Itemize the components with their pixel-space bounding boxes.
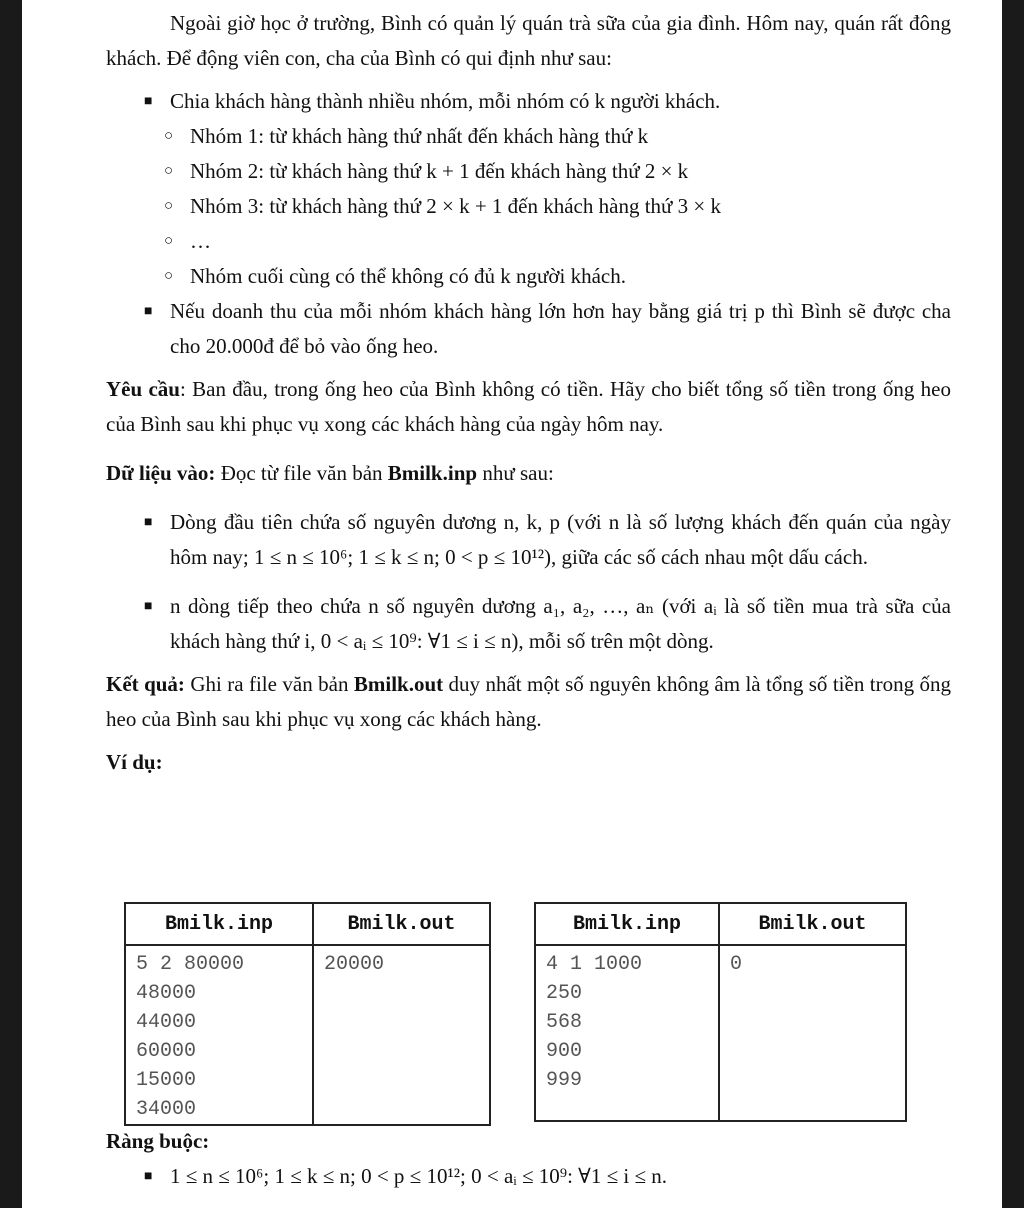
table1-input-line: 15000	[136, 1069, 197, 1092]
input-bullet-first-line: ■ Dòng đầu tiên chứa số nguyên dương n, k, p (với n là số lượng khách đến quán của ngày hôm nay; 1 ≤ n ≤ 10⁶; 1 ≤ k ≤ n; 0 < p ≤ 10¹²), giữa các số cách nhau một dấu cách.	[106, 505, 951, 575]
constraints-bullet: ■ 1 ≤ n ≤ 10⁶; 1 ≤ k ≤ n; 0 < p ≤ 10¹²; 0 < aᵢ ≤ 10⁹: ∀1 ≤ i ≤ n.	[106, 1159, 951, 1194]
table1-input-cell	[125, 945, 313, 1125]
problem-statement	[106, 6, 951, 780]
circle-bullet-icon: ○	[164, 233, 174, 249]
circle-bullet-icon: ○	[164, 198, 174, 214]
table2-output-cell	[719, 945, 906, 1121]
table1-input-line: 48000	[136, 982, 197, 1005]
table1-input-line: 44000	[136, 1011, 197, 1034]
input-bullet-values: ■ n dòng tiếp theo chứa n số nguyên dương a₁, a₂, …, aₙ (với aᵢ là số tiền mua trà sữa của khách hàng thứ i, 0 < aᵢ ≤ 10⁹: ∀1 ≤ i ≤ n), mỗi số trên một dòng.	[106, 589, 951, 659]
rule-group-last: ○ Nhóm cuối cùng có thể không có đủ k người khách.	[106, 259, 951, 294]
table1-output-cell	[313, 945, 490, 1125]
table1-input-line: 5 2 80000	[136, 953, 245, 976]
example-heading: Ví dụ:	[106, 750, 163, 774]
circle-bullet-icon: ○	[164, 128, 174, 144]
table1-input-line: 34000	[136, 1098, 197, 1121]
rule-group-3: ○ Nhóm 3: từ khách hàng thứ 2 × k + 1 đến khách hàng thứ 3 × k	[106, 189, 951, 224]
requirement-paragraph: Yêu cầu: Ban đầu, trong ống heo của Bình không có tiền. Hãy cho biết tổng số tiền trong ống heo của Bình sau khi phục vụ xong các khách hàng của ngày hôm nay.	[106, 377, 951, 436]
example-table-1	[124, 902, 491, 1126]
rule-group-1: ○ Nhóm 1: từ khách hàng thứ nhất đến khách hàng thứ k	[106, 119, 951, 154]
rule-group-ellipsis: ○ …	[106, 224, 951, 259]
circle-bullet-icon: ○	[164, 268, 174, 284]
table2-input-cell	[535, 945, 719, 1121]
table2-output-line: 0	[730, 953, 743, 976]
input-heading: Dữ liệu vào: Đọc từ file văn bản Bmilk.inp như sau:	[106, 461, 554, 485]
table2-input-line: 250	[546, 982, 583, 1005]
constraints-section	[106, 1124, 951, 1194]
bullet-square-icon: ■	[144, 599, 153, 614]
table2-input-line: 900	[546, 1040, 583, 1063]
bullet-square-icon: ■	[144, 94, 153, 109]
table1-header-input: Bmilk.inp	[125, 903, 313, 945]
intro-paragraph: Ngoài giờ học ở trường, Bình có quản lý quán trà sữa của gia đình. Hôm nay, quán rất đông khách. Để động viên con, cha của Bình có qui định như sau:	[106, 11, 951, 70]
document-page	[22, 0, 1002, 1208]
rule-bullet-groups: ■ Chia khách hàng thành nhiều nhóm, mỗi nhóm có k người khách.	[106, 84, 951, 119]
output-paragraph: Kết quả: Ghi ra file văn bản Bmilk.out duy nhất một số nguyên không âm là tổng số tiền trong ống heo của Bình sau khi phục vụ xong các khách hàng.	[106, 672, 951, 731]
table2-input-line: 4 1 1000	[546, 953, 643, 976]
table2-header-output: Bmilk.out	[719, 903, 906, 945]
bullet-square-icon: ■	[144, 304, 153, 319]
example-table-2	[534, 902, 907, 1122]
table1-output-line: 20000	[324, 953, 385, 976]
table2-input-line: 568	[546, 1011, 583, 1034]
constraints-heading: Ràng buộc:	[106, 1129, 210, 1153]
table1-input-line: 60000	[136, 1040, 197, 1063]
circle-bullet-icon: ○	[164, 163, 174, 179]
table1-header-output: Bmilk.out	[313, 903, 490, 945]
rule-group-2: ○ Nhóm 2: từ khách hàng thứ k + 1 đến khách hàng thứ 2 × k	[106, 154, 951, 189]
bullet-square-icon: ■	[144, 515, 153, 530]
rule-bullet-reward: ■ Nếu doanh thu của mỗi nhóm khách hàng lớn hơn hay bằng giá trị p thì Bình sẽ được cha cho 20.000đ để bỏ vào ống heo.	[106, 294, 951, 364]
example-tables	[124, 902, 914, 1122]
bullet-square-icon: ■	[144, 1169, 153, 1184]
table2-input-line: 999	[546, 1069, 583, 1092]
table2-header-input: Bmilk.inp	[535, 903, 719, 945]
